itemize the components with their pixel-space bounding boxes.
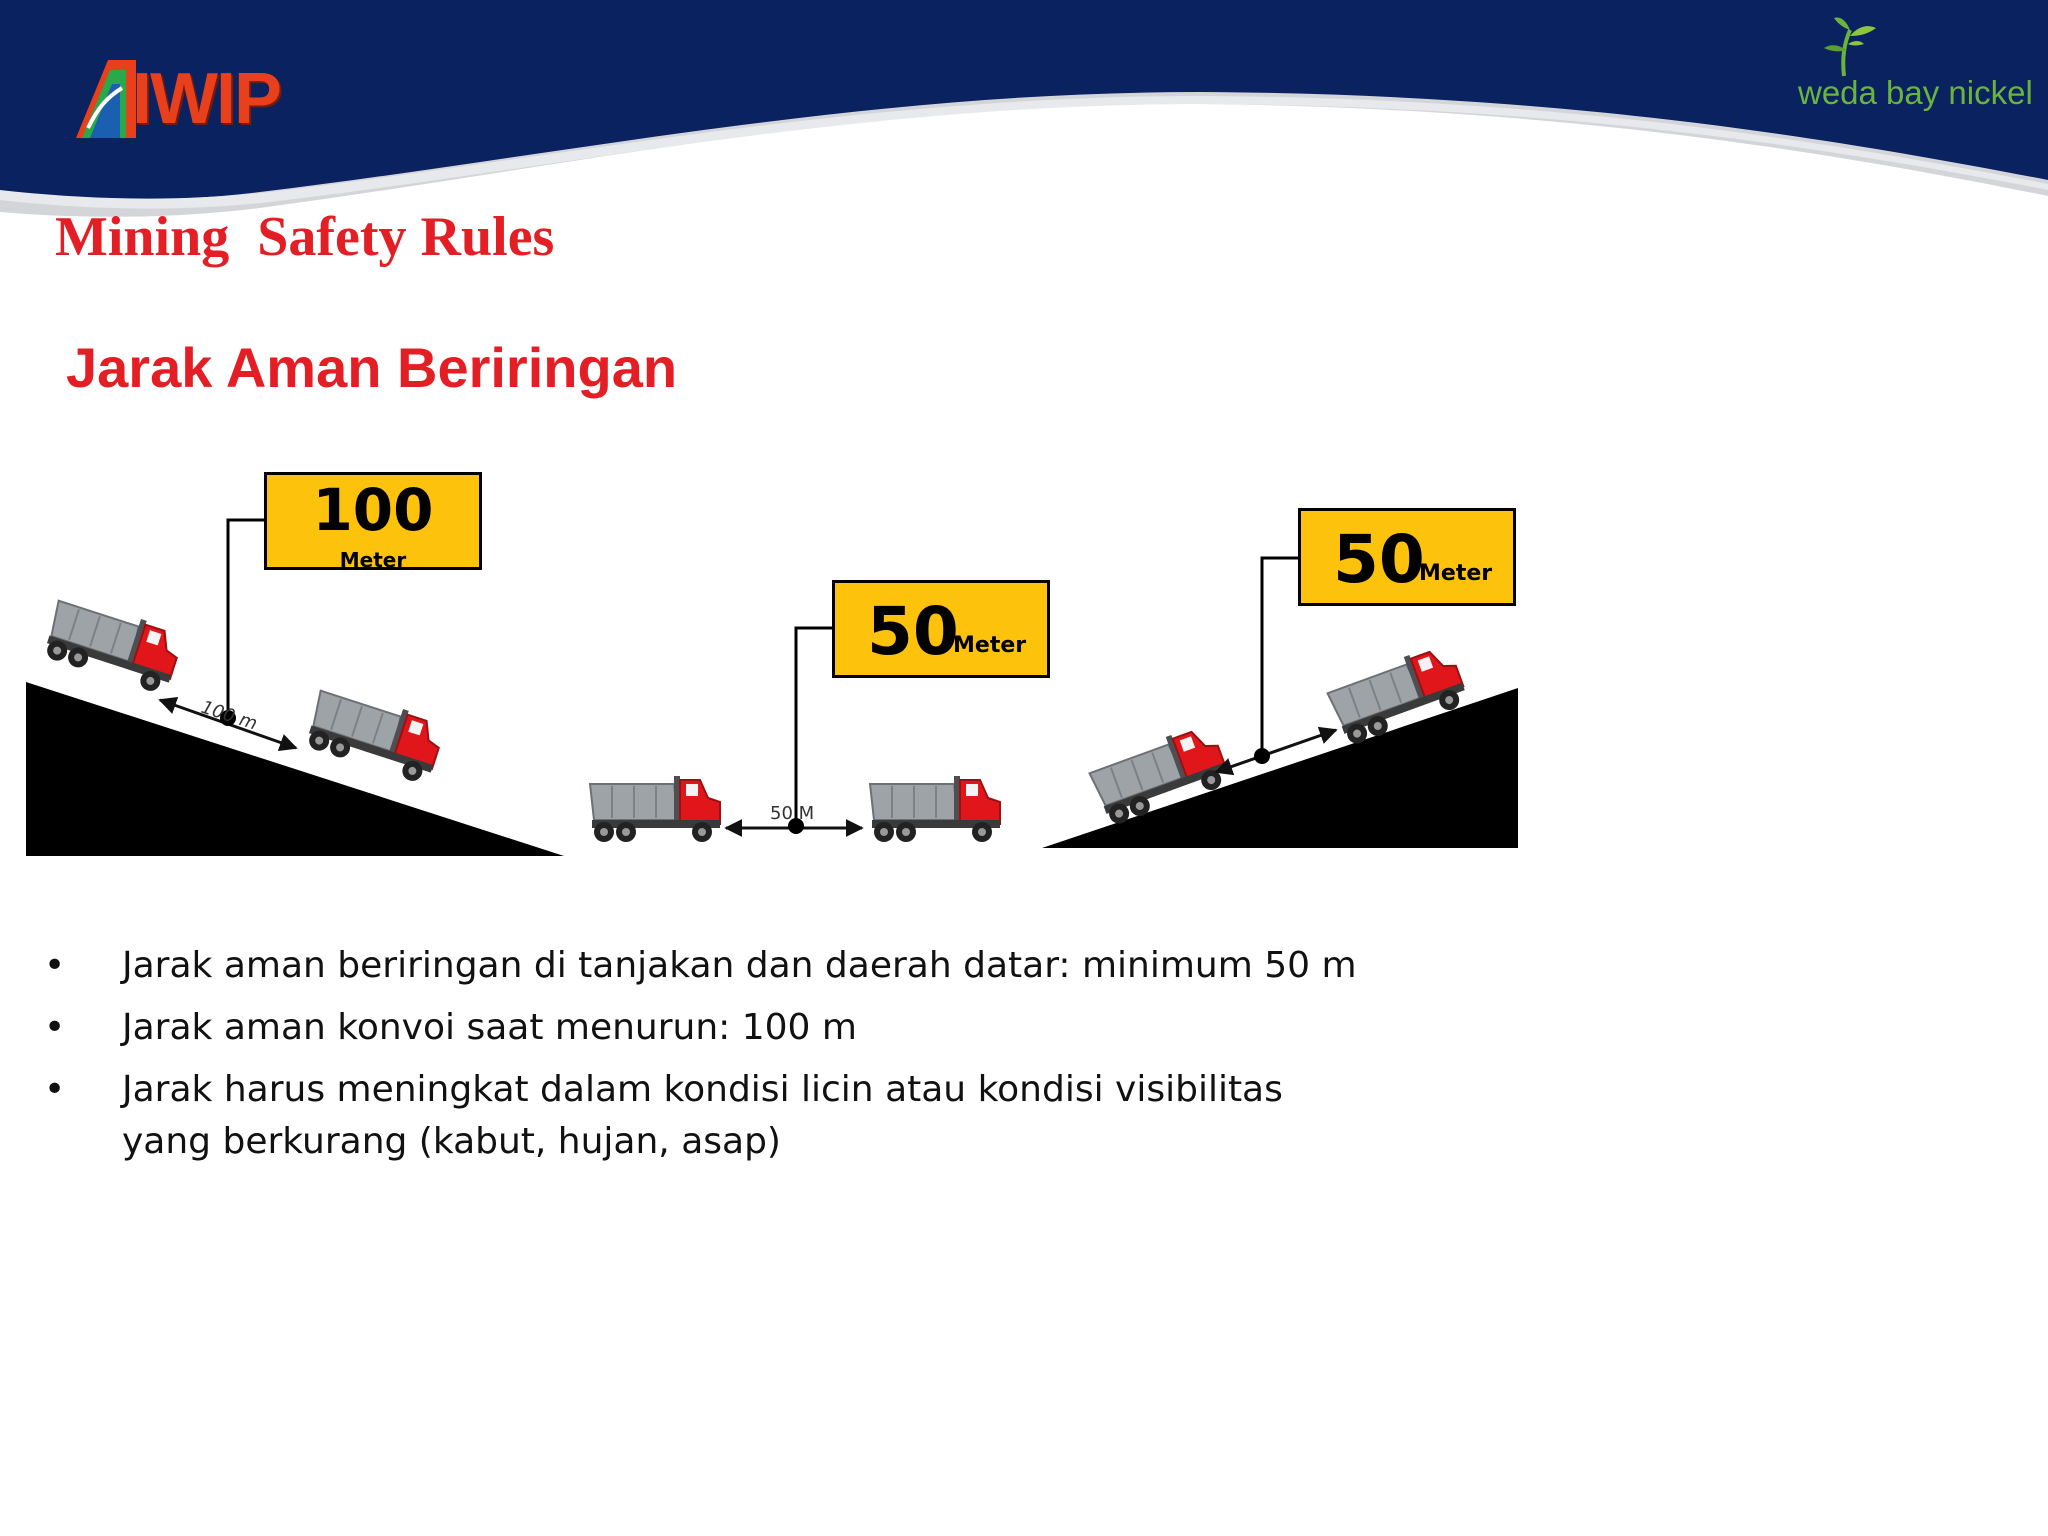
dump-truck-icon — [590, 776, 720, 842]
sign-number: 100 — [312, 476, 434, 544]
dump-truck-icon — [303, 683, 447, 786]
downhill-slope — [26, 682, 564, 856]
sign-unit: Meter — [1419, 561, 1493, 586]
flat-distance-label: 50 M — [770, 803, 815, 824]
weda-bay-nickel-logo — [1780, 10, 2040, 120]
iwip-logo-text: IWIP — [132, 59, 280, 139]
dump-truck-icon — [870, 776, 1000, 842]
bullet-icon: • — [44, 1069, 66, 1110]
sign-number: 50 — [1333, 521, 1425, 598]
sign-unit: Meter — [339, 549, 407, 569]
sign-100-meter — [264, 472, 482, 570]
page-title: Mining Safety Rules — [55, 206, 555, 268]
safe-distance-diagram — [0, 460, 1560, 885]
list-item — [40, 1002, 1440, 1054]
header-band — [0, 0, 2048, 240]
leaf-emblem-icon — [1820, 14, 1880, 80]
list-item — [40, 1064, 1372, 1168]
list-item-text: Jarak harus meningkat dalam kondisi licin atau kondisi visibilitas yang berkurang (kabut, hujan, asap) — [122, 1069, 1283, 1162]
bullet-icon: • — [44, 1007, 66, 1048]
iwip-emblem-icon — [68, 58, 138, 140]
list-item-text: Jarak aman konvoi saat menurun: 100 m — [122, 1007, 857, 1048]
dump-truck-icon — [41, 593, 185, 696]
weda-bay-nickel-logo-text: weda bay nickel — [1798, 74, 2033, 111]
sign-50-meter-uphill — [1298, 508, 1516, 606]
sign-number: 50 — [867, 593, 959, 670]
rules-list — [40, 940, 1440, 1178]
section-subtitle: Jarak Aman Beriringan — [66, 336, 678, 399]
bullet-icon: • — [44, 945, 66, 986]
iwip-logo — [68, 58, 298, 140]
list-item — [40, 940, 1440, 992]
list-item-text: Jarak aman beriringan di tanjakan dan daerah datar: minimum 50 m — [122, 945, 1357, 986]
sign-unit: Meter — [953, 633, 1027, 658]
downhill-distance-label: 100 m — [198, 696, 260, 735]
sign-50-meter-flat — [832, 580, 1050, 678]
